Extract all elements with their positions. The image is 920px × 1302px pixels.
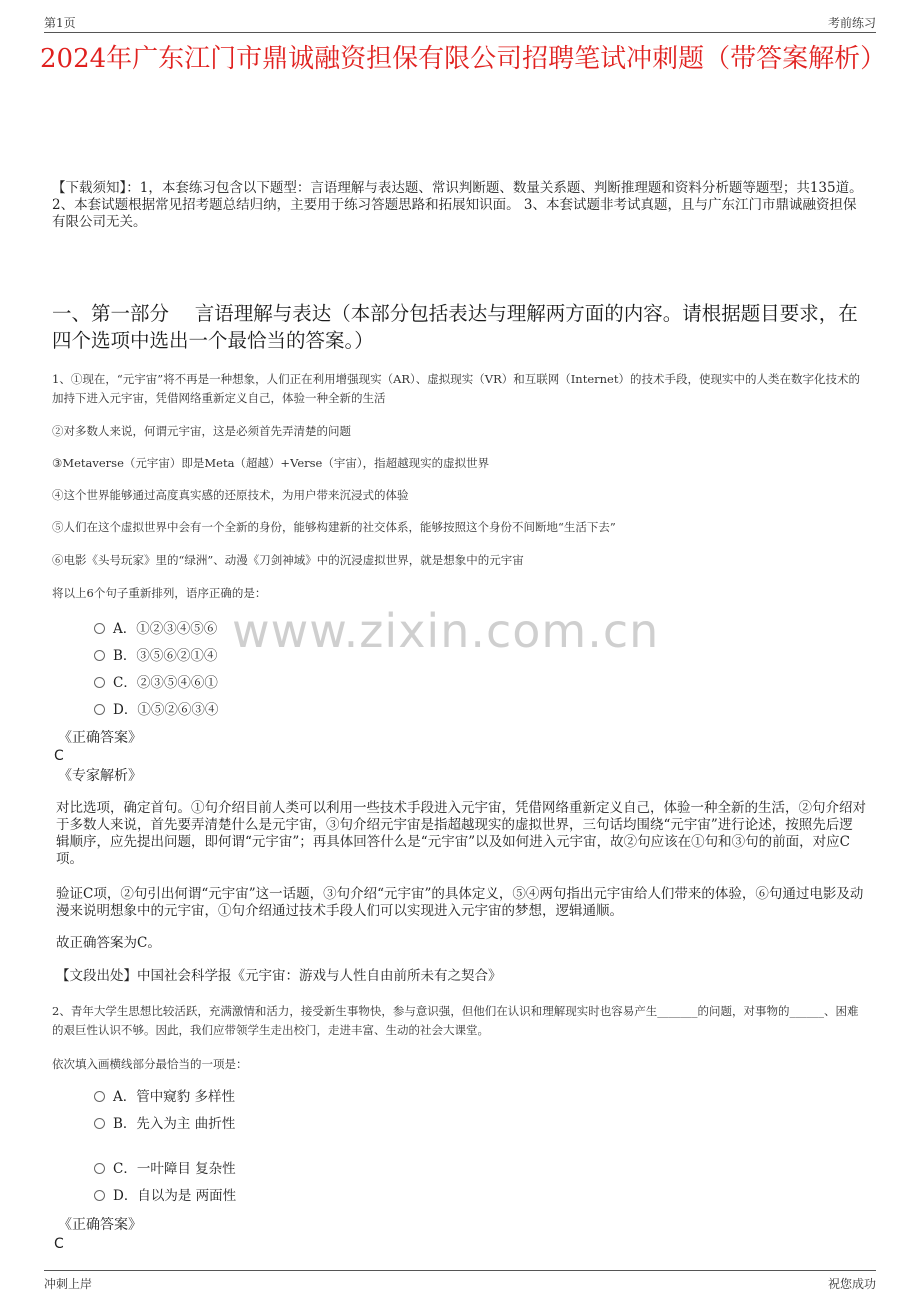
header-label: 考前练习 (827, 16, 876, 30)
page-header (44, 10, 876, 33)
q1-sentence-3: ③Metaverse（元宇宙）即是Meta（超越）+Verse（宇宙），指超越现实的虚拟世界 (52, 456, 490, 470)
q1-option-a[interactable]: A．①②③④⑤⑥ (94, 620, 217, 638)
section-heading: 一、第一部分 言语理解与表达（本部分包括表达与理解两方面的内容。请根据题目要求，在四个选项中选出一个最恰当的答案。） (52, 302, 858, 352)
q1-analysis-paragraph-2: 验证C项，②句引出何谓“元宇宙”这一话题，③句介绍“元宇宙”的具体定义，⑤④两句指出元宇宙给人们带来的体验，⑥句通过电影及动漫来说明想象中的元宇宙，①句介绍通过技术手段人们可以实现进入元宇宙的梦想，逻辑通顺。 (56, 886, 864, 919)
footer-right: 祝您成功 (827, 1277, 876, 1291)
q1-sentence-6: ⑥电影《头号玩家》里的“绿洲”、动漫《刀剑神域》中的沉浸虚拟世界，就是想象中的元宇宙 (52, 553, 524, 567)
q1-option-c[interactable]: C．②③⑤④⑥① (94, 674, 218, 692)
footer-left: 冲刺上岸 (44, 1277, 93, 1291)
q2-prompt: 依次填入画横线部分最恰当的一项是： (52, 1057, 248, 1071)
q1-option-d[interactable]: D．①⑤②⑥③④ (94, 701, 218, 719)
page-footer (44, 1270, 876, 1295)
q1-option-b[interactable]: B．③⑤⑥②①④ (94, 647, 217, 665)
q1-analysis-paragraph-1: 对比选项，确定首句。①句介绍目前人类可以利用一些技术手段进入元宇宙，凭借网络重新定义自己，体验一种全新的生活，②句介绍对于多数人来说，首先要弄清楚什么是元宇宙，③句介绍元宇宙是指超越现实的虚拟世界，三句话均围绕“元宇宙”进行论述，按照先后逻辑顺序，应先提出问题，即何谓“元宇宙”；再具体回答什么是“元宇宙”以及如何进入元宇宙，故②句应该在①句和③句的前面，对应C项。 (56, 800, 866, 867)
q2-option-a[interactable]: A．管中窥豹 多样性 (94, 1088, 235, 1106)
q1-answer-label: 《正确答案》 (58, 730, 142, 746)
radio-icon[interactable] (94, 1091, 105, 1102)
radio-icon[interactable] (94, 704, 105, 715)
q1-source: 【文段出处】中国社会科学报《元宇宙：游戏与人性自由前所未有之契合》 (56, 968, 502, 984)
q1-sentence-1: 1、①现在，“元宇宙”将不再是一种想象，人们正在利用增强现实（AR）、虚拟现实（VR）和互联网（Internet）的技术手段，使现实中的人类在数字化技术的加持下进入元宇宙，凭借网络重新定义自己，体验一种全新的生活 (52, 372, 860, 405)
q1-analysis-label: 《专家解析》 (58, 768, 142, 784)
page-number: 第1页 (44, 16, 76, 30)
q1-analysis-paragraph-3: 故正确答案为C。 (56, 935, 161, 951)
radio-icon[interactable] (94, 1118, 105, 1129)
q2-option-d[interactable]: D．自以为是 两面性 (94, 1187, 236, 1205)
q1-sentence-2: ②对多数人来说，何谓元宇宙，这是必须首先弄清楚的问题 (52, 424, 351, 438)
radio-icon[interactable] (94, 1163, 105, 1174)
q1-prompt: 将以上6个句子重新排列，语序正确的是： (52, 586, 267, 600)
radio-icon[interactable] (94, 650, 105, 661)
q2-answer-label: 《正确答案》 (58, 1217, 142, 1233)
q2-option-b[interactable]: B．先入为主 曲折性 (94, 1115, 235, 1133)
radio-icon[interactable] (94, 623, 105, 634)
watermark: www.zixin.com.cn (232, 604, 660, 658)
q1-sentence-4: ④这个世界能够通过高度真实感的还原技术，为用户带来沉浸式的体验 (52, 488, 409, 502)
download-notice: 【下载须知】：1，本套练习包含以下题型：言语理解与表达题、常识判断题、数量关系题、判断推理题和资料分析题等题型；共135道。 2、本套试题根据常见招考题总结归纳，主要用于练习答题思路和拓展知识面。 3、本套试题非考试真题，且与广东江门市鼎诚融资担保有限公司无关。 (52, 180, 863, 230)
radio-icon[interactable] (94, 1190, 105, 1201)
q2-stem: 2、青年大学生思想比较活跃，充满激情和活力，接受新生事物快，参与意识强，但他们在认识和理解现实时也容易产生_______的问题，对事物的______、困难的艰巨性认识不够。因此，我们应带领学生走出校门，走进丰富、生动的社会大课堂。 (52, 1004, 859, 1037)
q2-answer: C (54, 1236, 64, 1252)
q2-option-c[interactable]: C．一叶障目 复杂性 (94, 1160, 236, 1178)
radio-icon[interactable] (94, 677, 105, 688)
page-title: 2024年广东江门市鼎诚融资担保有限公司招聘笔试冲刺题（带答案解析） (40, 44, 887, 74)
q1-answer: C (54, 748, 64, 764)
q1-sentence-5: ⑤人们在这个虚拟世界中会有一个全新的身份，能够构建新的社交体系，能够按照这个身份不间断地“生活下去” (52, 520, 616, 534)
